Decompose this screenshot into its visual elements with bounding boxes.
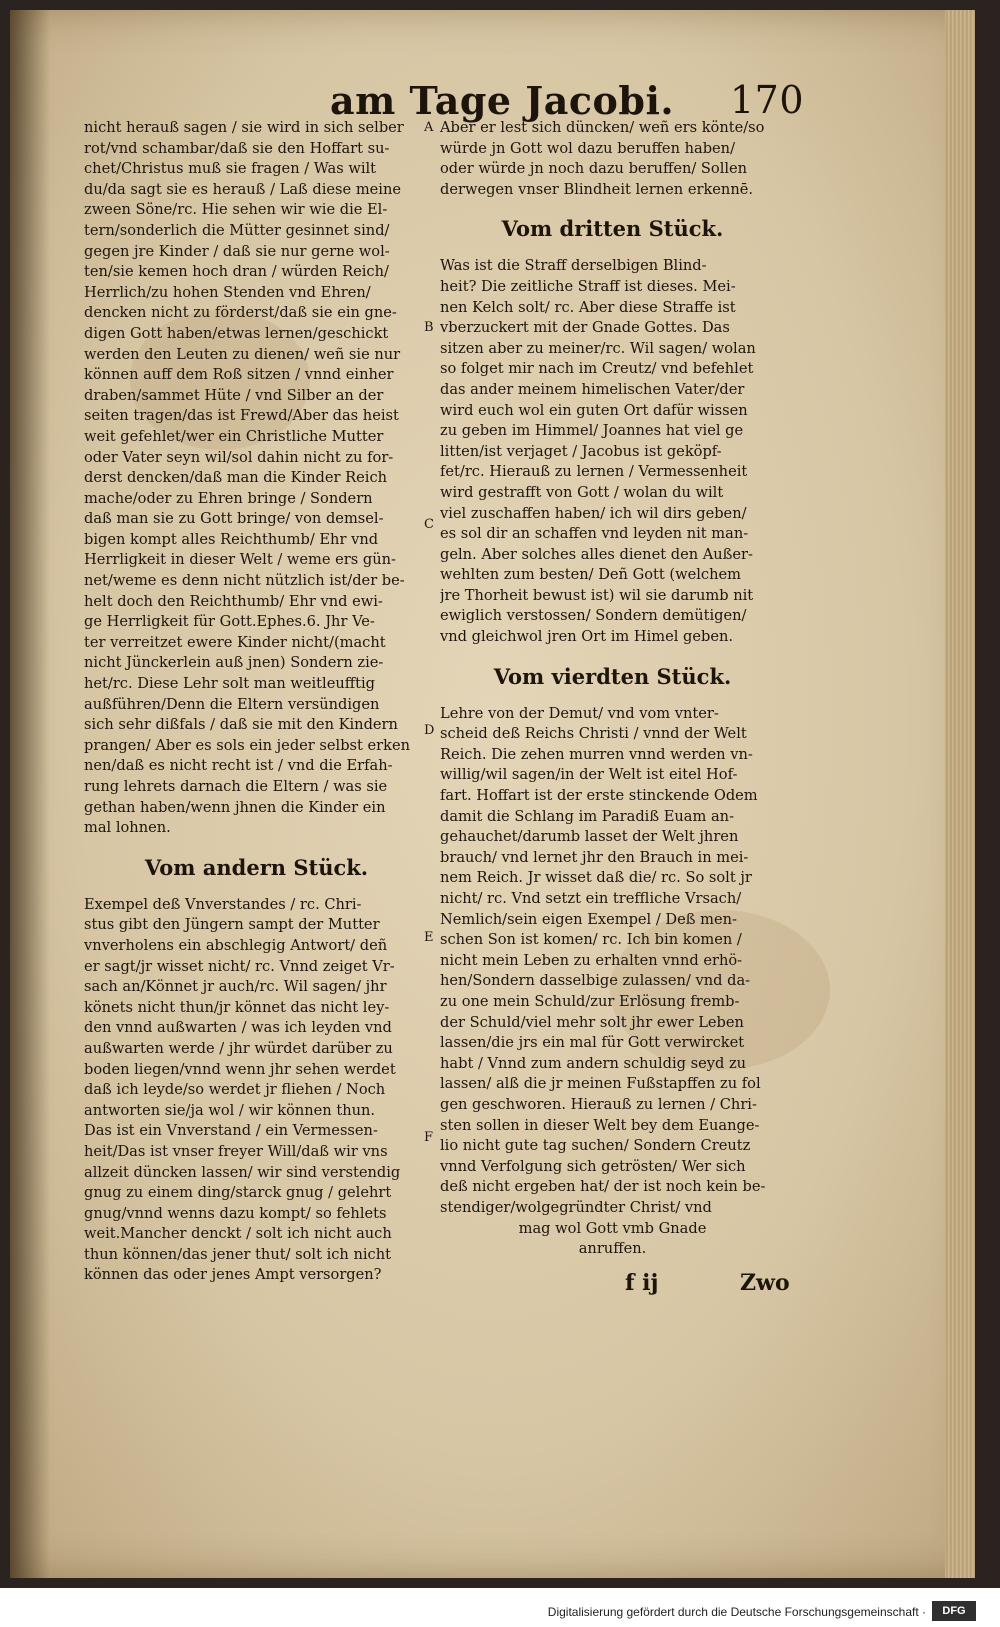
text-line: net/weme es denn nicht nützlich ist/der be- <box>84 572 405 590</box>
text-line: oder Vater seyn wil/sol dahin nicht zu for- <box>84 448 394 466</box>
text-line: rot/vnd schambar/daß sie den Hoffart su- <box>84 139 390 157</box>
text-line: vnd gleichwol jren Ort im Himel geben. <box>440 628 734 646</box>
text-line: Was ist die Straff derselbigen Blind- <box>440 257 707 275</box>
text-line: können das oder jenes Ampt versorgen? <box>84 1266 382 1284</box>
text-line: gethan haben/wenn jhnen die Kinder ein <box>84 798 386 816</box>
text-line: sitzen aber zu meiner/rc. Wil sagen/ wolan <box>440 339 756 357</box>
text-line: litten/ist verjaget / Jacobus ist geköpf- <box>440 442 722 460</box>
text-line: willig/wil sagen/in der Welt ist eitel Hof- <box>440 766 738 784</box>
text-line: vberzuckert mit der Gnade Gottes. Das <box>440 319 730 337</box>
text-line: könets nicht thun/jr könnet das nicht ley- <box>84 998 390 1016</box>
text-line: Nemlich/sein eigen Exempel / Deß men- <box>440 910 737 928</box>
text-line: sten sollen in dieser Welt bey dem Euange- <box>440 1116 760 1134</box>
text-line: ewiglich verstossen/ Sondern demütigen/ <box>440 607 747 625</box>
text-line: Herrligkeit in dieser Welt / weme ers gün- <box>84 551 396 569</box>
text-line: heit/Das ist vnser freyer Will/daß wir vns <box>84 1142 388 1160</box>
left-column <box>84 118 429 1286</box>
text-line: lassen/ alß die jr meinen Fußstapffen zu fol <box>440 1075 761 1093</box>
text-line: mal lohnen. <box>84 819 171 837</box>
text-line: gegen jre Kinder / daß sie nur gerne wol- <box>84 242 390 260</box>
text-line: zu geben im Himmel/ Joannes hat viel ge <box>440 422 744 440</box>
text-line: brauch/ vnd lernet jhr den Brauch in mei- <box>440 848 749 866</box>
text-line: seiten tragen/das ist Frewd/Aber das heist <box>84 407 399 425</box>
text-line: vnverholens ein abschlegig Antwort/ deñ <box>84 936 388 954</box>
text-line: boden liegen/vnnd wenn jhr sehen werdet <box>84 1060 396 1078</box>
text-line: weit gefehlet/wer ein Christliche Mutter <box>84 427 384 445</box>
margin-letter: B <box>424 320 434 335</box>
text-line: Herrlich/zu hohen Stenden vnd Ehren/ <box>84 283 371 301</box>
text-line: nen/daß es nicht recht ist / vnd die Erfah- <box>84 757 393 775</box>
text-line: heit? Die zeitliche Straff ist dieses. Mei- <box>440 277 736 295</box>
margin-letter: A <box>424 120 434 135</box>
text-line: gnug/vnnd wenns dazu kompt/ so fehlets <box>84 1204 387 1222</box>
margin-letter: D <box>424 723 435 738</box>
text-line: wird euch wol ein guten Ort dafür wissen <box>440 401 748 419</box>
text-line: zu one mein Schuld/zur Erlösung fremb- <box>440 992 740 1010</box>
text-line: deß nicht ergeben hat/ der ist noch kein be- <box>440 1178 766 1196</box>
header-title: am Tage Jacobi. <box>330 78 675 123</box>
text-line: sich sehr dißfals / daß sie mit den Kindern <box>84 716 398 734</box>
text-line: ter verreitzet ewere Kinder nicht/(macht <box>84 633 386 651</box>
text-line: nem Reich. Jr wisset daß die/ rc. So solt jr <box>440 869 752 887</box>
text-line: derst dencken/daß man die Kinder Reich <box>84 469 388 487</box>
text-line: so folget mir nach im Creutz/ vnd befehlet <box>440 360 754 378</box>
text-line: das ander meinem himelischen Vater/der <box>440 380 745 398</box>
text-line: er sagt/jr wisset nicht/ rc. Vnnd zeiget Vr- <box>84 957 395 975</box>
text-line: thun können/das jener thut/ solt ich nicht <box>84 1245 391 1263</box>
text-line: Aber er lest sich düncken/ weñ ers könte/so <box>440 119 765 136</box>
text-line: gnug zu einem ding/starck gnug / gelehrt <box>84 1184 392 1202</box>
page-edge <box>945 10 975 1578</box>
gutter-shadow <box>10 10 50 1578</box>
text-line: den vnnd außwarten / was ich leyden vnd <box>84 1019 392 1037</box>
text-line: prangen/ Aber es sols ein jeder selbst erken <box>84 736 411 754</box>
text-line: wird gestrafft von Gott / wolan du wilt <box>440 483 724 501</box>
text-line: derwegen vnser Blindheit lernen erkennē. <box>440 180 754 198</box>
text-line: nen Kelch solt/ rc. Aber diese Straffe ist <box>440 298 736 316</box>
funding-credit: Digitalisierung gefördert durch die Deutsche Forschungsgemeinschaft · <box>547 1605 926 1619</box>
signature-line <box>625 1270 795 1300</box>
text-line: viel zuschaffen haben/ ich wil dirs geben/ <box>440 504 747 522</box>
text-line: nicht mein Leben zu erhalten vnnd erhö- <box>440 951 743 969</box>
text-line: lassen/die jrs ein mal für Gott verwircket <box>440 1034 745 1052</box>
text-line: het/rc. Diese Lehr solt man weitleufftig <box>84 675 375 693</box>
text-line: vnnd Verfolgung sich getrösten/ Wer sich <box>440 1157 746 1175</box>
text-line: mache/oder zu Ehren bringe / Sondern <box>84 489 373 507</box>
text-line: scheid deß Reichs Christi / vnnd der Welt <box>440 725 747 743</box>
text-line: geln. Aber solches alles dienet den Außer- <box>440 545 753 563</box>
text-line: draben/sammet Hüte / vnd Silber an der <box>84 386 384 404</box>
text-line: ge Herrligkeit für Gott.Ephes.6. Jhr Ve- <box>84 613 375 631</box>
text-line: hen/Sondern dasselbige zulassen/ vnd da- <box>440 972 751 990</box>
section-heading: Vom dritten Stück. <box>501 216 724 242</box>
text-line: Reich. Die zehen murren vnnd werden vn- <box>440 745 753 763</box>
text-line: werden den Leuten zu dienen/ weñ sie nur <box>84 345 401 363</box>
text-line: ten/sie kemen hoch dran / würden Reich/ <box>84 263 389 281</box>
text-line: mag wol Gott vmb Gnade <box>518 1219 707 1237</box>
text-line: es sol dir an schaffen vnd leyden nit man- <box>440 525 749 543</box>
section-heading: Vom andern Stück. <box>144 854 369 880</box>
page-number: 170 <box>730 78 805 122</box>
signature-mark: f ij <box>625 1270 659 1296</box>
text-line: chet/Christus muß sie fragen / Was wilt <box>84 160 377 178</box>
text-line: lio nicht gute tag suchen/ Sondern Creutz <box>440 1137 751 1155</box>
dfg-logo: DFG <box>932 1601 976 1621</box>
text-line: habt / Vnnd zum andern schuldig seyd zu <box>440 1054 747 1072</box>
text-line: fart. Hoffart ist der erste stinckende Odem <box>440 787 758 805</box>
text-line: anruffen. <box>578 1240 647 1258</box>
text-line: Lehre von der Demut/ vnd vom vnter- <box>440 704 719 722</box>
text-line: gehauchet/darumb lasset der Welt jhren <box>440 828 739 846</box>
margin-letter: E <box>424 930 434 945</box>
margin-letter: C <box>424 517 434 532</box>
text-line: daß man sie zu Gott bringe/ von demsel- <box>84 510 384 528</box>
text-line: außführen/Denn die Eltern versündigen <box>84 695 380 713</box>
text-line: allzeit düncken lassen/ wir sind verstendig <box>84 1163 401 1181</box>
text-line: antworten sie/ja wol / wir können thun. <box>84 1101 376 1119</box>
catchword: Zwo <box>740 1270 790 1296</box>
text-line: Exempel deß Vnverstandes / rc. Chri- <box>84 895 362 913</box>
text-line: du/da sagt sie es herauß / Laß diese meine <box>84 180 401 198</box>
text-line: würde jn Gott wol dazu beruffen haben/ <box>440 139 736 157</box>
text-line: wehlten zum besten/ Deñ Gott (welchem <box>440 566 741 584</box>
text-line: schen Son ist komen/ rc. Ich bin komen / <box>440 931 742 949</box>
text-line: daß ich leyde/so werdet jr fliehen / Noch <box>84 1081 386 1099</box>
text-line: jre Thorheit bewust ist) wil sie darumb nit <box>440 586 754 604</box>
margin-letter: F <box>424 1130 434 1145</box>
text-line: nicht/ rc. Vnd setzt ein treffliche Vrsach/ <box>440 890 742 907</box>
text-line: digen Gott haben/etwas lernen/geschickt <box>84 324 389 342</box>
text-line: können auff dem Roß sitzen / vnnd einher <box>84 366 394 384</box>
text-line: der Schuld/viel mehr solt jhr ewer Leben <box>440 1013 744 1031</box>
text-line: nicht Jünckerlein auß jnen) Sondern zie- <box>84 654 384 672</box>
text-line: damit die Schlang im Paradiß Euam an- <box>440 807 734 825</box>
text-line: tern/sonderlich die Mütter gesinnet sind/ <box>84 221 390 239</box>
text-line: stendiger/wolgegründter Christ/ vnd <box>440 1198 712 1216</box>
text-line: sach an/Könnet jr auch/rc. Wil sagen/ jhr <box>84 978 387 996</box>
text-line: fet/rc. Hierauß zu lernen / Vermessenheit <box>440 463 748 481</box>
text-line: dencken nicht zu förderst/daß sie ein gne- <box>84 304 397 322</box>
text-line: nicht herauß sagen / sie wird in sich selber <box>84 119 404 136</box>
text-line: stus gibt den Jüngern sampt der Mutter <box>84 916 380 934</box>
text-line: außwarten werde / jhr würdet darüber zu <box>84 1039 393 1057</box>
text-line: rung lehrets darnach die Eltern / was sie <box>84 778 388 795</box>
text-line: bigen kompt alles Reichthumb/ Ehr vnd <box>84 530 379 548</box>
text-line: Das ist ein Vnverstand / ein Vermessen- <box>84 1122 378 1140</box>
right-column <box>440 118 785 1260</box>
text-line: zween Söne/rc. Hie sehen wir wie die El- <box>84 201 388 219</box>
text-line: weit.Mancher denckt / solt ich nicht auch <box>84 1225 392 1243</box>
text-line: gen geschworen. Hierauß zu lernen / Chri- <box>440 1095 757 1113</box>
text-line: helt doch den Reichthumb/ Ehr vnd ewi- <box>84 592 383 610</box>
section-heading: Vom vierdten Stück. <box>493 663 732 689</box>
text-line: oder würde jn noch dazu beruffen/ Sollen <box>440 160 748 178</box>
